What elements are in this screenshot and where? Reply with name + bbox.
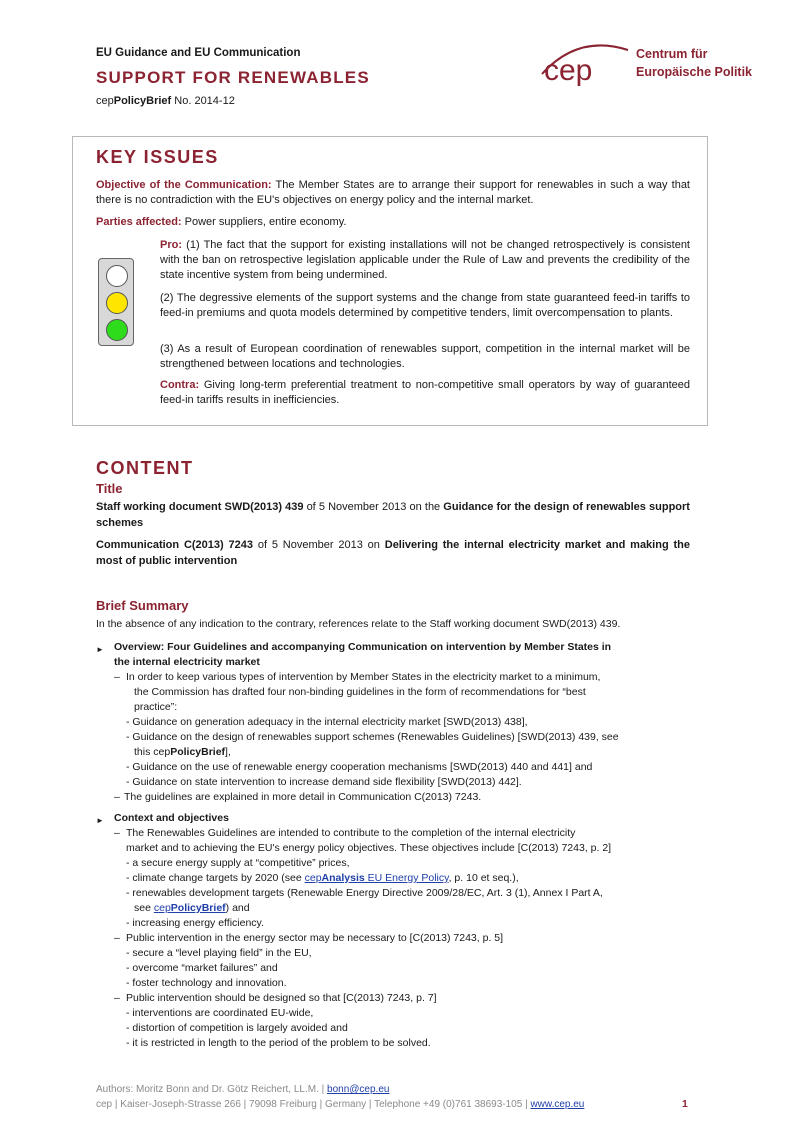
context-p2: Public intervention in the energy sector may be necessary to [C(2013) 7243, p. 5] bbox=[126, 932, 504, 944]
objective-paragraph bbox=[96, 178, 690, 208]
context-c3: - it is restricted in length to the period of the problem to be solved. bbox=[126, 1037, 431, 1049]
overview-item-3: - Guidance on the use of renewable energy cooperation mechanisms [SWD(2013) 440 and 441] and bbox=[126, 761, 593, 773]
doc1-id: Staff working document SWD(2013) 439 bbox=[96, 501, 304, 513]
page-number: 1 bbox=[682, 1098, 688, 1110]
dash-icon: – bbox=[114, 791, 120, 803]
page-title: SUPPORT FOR RENEWABLES bbox=[96, 68, 370, 87]
parties-label: Parties affected: bbox=[96, 216, 182, 228]
context-b1: - secure a “level playing field” in the EU, bbox=[126, 947, 312, 959]
dash-icon: – bbox=[114, 992, 120, 1004]
publication-series: EU Guidance and EU Communication bbox=[96, 47, 301, 59]
bullet-arrow-icon: ► bbox=[96, 645, 104, 654]
overview-p1-l2: the Commission has drafted four non-binding guidelines in the form of recommendations for “best bbox=[134, 686, 586, 698]
key-issues-heading: KEY ISSUES bbox=[96, 147, 219, 167]
a2-post: , p. 10 et seq.), bbox=[448, 872, 519, 884]
pro-label: Pro: bbox=[160, 239, 182, 251]
email-link[interactable]: bonn@cep.eu bbox=[327, 1084, 390, 1095]
context-c1: - interventions are coordinated EU-wide, bbox=[126, 1007, 314, 1019]
a3-post: ) and bbox=[225, 902, 250, 914]
dash-icon: – bbox=[114, 827, 120, 839]
doc2-date: of 5 November 2013 on bbox=[253, 539, 385, 551]
document-2 bbox=[96, 537, 690, 569]
context-a2 bbox=[126, 871, 519, 886]
overview-heading-2 bbox=[114, 655, 260, 670]
overview-heading bbox=[114, 640, 611, 655]
white-lamp-icon bbox=[106, 265, 128, 287]
logo-line-2: Europäische Politik bbox=[636, 65, 753, 79]
pro-paragraph-2: (2) The degressive elements of the support systems and the change from state guaranteed feed-in tariffs to feed-in premiums and quota models determined by competitive tenders, limit overcompensation to plants. bbox=[160, 292, 690, 319]
brief-number bbox=[96, 95, 235, 107]
i2-pre: this cep bbox=[134, 746, 171, 758]
context-b3: - foster technology and innovation. bbox=[126, 977, 287, 989]
doc1-date: of 5 November 2013 on the bbox=[303, 501, 444, 513]
objective-text: The Member States are to arrange their support for renewables in such a way that there is no contradiction with the EU's objectives on energy policy and the internal market. bbox=[96, 179, 690, 206]
website-link[interactable]: www.cep.eu bbox=[530, 1099, 585, 1110]
traffic-light-icon bbox=[98, 258, 134, 346]
pro-text-1: (1) The fact that the support for existing installations will not be changed retrospectively is consistent with the ban on retrospective legislation applicable under the Rule of Law and prevents the credibility of the state incentive system from being undermined. bbox=[160, 239, 690, 281]
context-a3: - renewables development targets (Renewable Energy Directive 2009/28/EC, Art. 3 (1), Annex I Part A, bbox=[126, 887, 603, 899]
a2-pre: - climate change targets by 2020 (see bbox=[126, 872, 305, 884]
objective-label: Objective of the Communication: bbox=[96, 179, 272, 191]
overview-item-2b bbox=[134, 745, 231, 760]
document-1 bbox=[96, 499, 690, 531]
brief-bold: PolicyBrief bbox=[113, 95, 172, 107]
a2-link-rest: EU Energy Policy bbox=[364, 872, 449, 884]
dash-icon: – bbox=[114, 671, 120, 683]
overview-heading-l2: the internal electricity market bbox=[114, 656, 260, 668]
context-p1-l1: The Renewables Guidelines are intended to contribute to the completion of the internal electricity bbox=[126, 827, 576, 839]
doc2-id: Communication C(2013) 7243 bbox=[96, 539, 253, 551]
footer-authors bbox=[96, 1084, 389, 1095]
i2-post: ], bbox=[225, 746, 231, 758]
contra-paragraph bbox=[160, 378, 690, 408]
parties-paragraph bbox=[96, 215, 690, 230]
bullet-arrow-icon: ► bbox=[96, 816, 104, 825]
brief-prefix: cep bbox=[96, 95, 114, 107]
logo-word: cep bbox=[544, 54, 593, 87]
a2-link-bold: Analysis bbox=[321, 872, 365, 884]
brief-summary-heading: Brief Summary bbox=[96, 598, 189, 613]
green-lamp-icon bbox=[106, 319, 128, 341]
overview-p1-l3: practice”: bbox=[134, 701, 178, 713]
logo-line-1: Centrum für bbox=[636, 47, 708, 61]
parties-text: Power suppliers, entire economy. bbox=[181, 216, 347, 228]
overview-item-2: - Guidance on the design of renewables support schemes (Renewables Guidelines) [SWD(2013) 439, see bbox=[126, 731, 619, 743]
overview-item-1: - Guidance on generation adequacy in the internal electricity market [SWD(2013) 438], bbox=[126, 716, 528, 728]
overview-p2: The guidelines are explained in more detail in Communication C(2013) 7243. bbox=[124, 791, 482, 803]
context-b2: - overcome “market failures” and bbox=[126, 962, 278, 974]
overview-p1-l1: In order to keep various types of intervention by Member States in the electricity market to a minimum, bbox=[126, 671, 601, 683]
overview-heading-l1: Overview: Four Guidelines and accompanying Communication on intervention by Member States in bbox=[114, 641, 612, 653]
cepanalysis-link[interactable] bbox=[305, 872, 449, 884]
pro-paragraph-3: (3) As a result of European coordination of renewables support, competition in the internal market will be strengthened between locations and technologies. bbox=[160, 343, 690, 370]
doc2-name: Delivering the internal electricity market and making the most of public intervention bbox=[96, 539, 691, 567]
context-a4: - increasing energy efficiency. bbox=[126, 917, 264, 929]
authors-text: Authors: Moritz Bonn and Dr. Götz Reichert, LL.M. | bbox=[96, 1084, 328, 1095]
footer-address bbox=[96, 1099, 584, 1110]
a2-link-cep: cep bbox=[304, 872, 322, 884]
ceppolicybrief-link[interactable] bbox=[154, 902, 226, 914]
dash-icon: – bbox=[114, 932, 120, 944]
a3-link-bold: PolicyBrief bbox=[170, 902, 226, 914]
contra-text: Giving long-term preferential treatment to non-competitive small operators by way of guaranteed feed-in tariffs results in inefficiencies. bbox=[160, 379, 690, 406]
a3-pre: see bbox=[134, 902, 154, 914]
brief-no: No. 2014-12 bbox=[171, 95, 235, 107]
content-heading: CONTENT bbox=[96, 458, 194, 478]
contra-label: Contra: bbox=[160, 379, 200, 391]
context-p1-l2: market and to achieving the EU's energy policy objectives. These objectives include [C(2013) 7243, p. 2] bbox=[126, 842, 612, 854]
context-c2: - distortion of competition is largely avoided and bbox=[126, 1022, 348, 1034]
amber-lamp-icon bbox=[106, 292, 128, 314]
i2-bold: PolicyBrief bbox=[170, 746, 226, 758]
a3-link-cep: cep bbox=[153, 902, 171, 914]
context-a3b bbox=[134, 901, 250, 916]
context-heading bbox=[114, 811, 229, 826]
overview-item-4: - Guidance on state intervention to increase demand side flexibility [SWD(2013) 442]. bbox=[126, 776, 522, 788]
context-a1: - a secure energy supply at “competitive” prices, bbox=[126, 857, 350, 869]
context-heading-text: Context and objectives bbox=[114, 812, 229, 824]
title-subheading: Title bbox=[96, 481, 123, 496]
context-p3: Public intervention should be designed so that [C(2013) 7243, p. 7] bbox=[126, 992, 437, 1004]
logo-text bbox=[636, 45, 752, 81]
summary-intro: In the absence of any indication to the contrary, references relate to the Staff working document SWD(2013) 439. bbox=[96, 618, 621, 630]
doc1-name: Guidance for the design of renewables support schemes bbox=[96, 501, 690, 529]
address-text: cep | Kaiser-Joseph-Strasse 266 | 79098 Freiburg | Germany | Telephone +49 (0)761 38693-105 | bbox=[96, 1099, 531, 1110]
pro-paragraph-1 bbox=[160, 238, 690, 283]
